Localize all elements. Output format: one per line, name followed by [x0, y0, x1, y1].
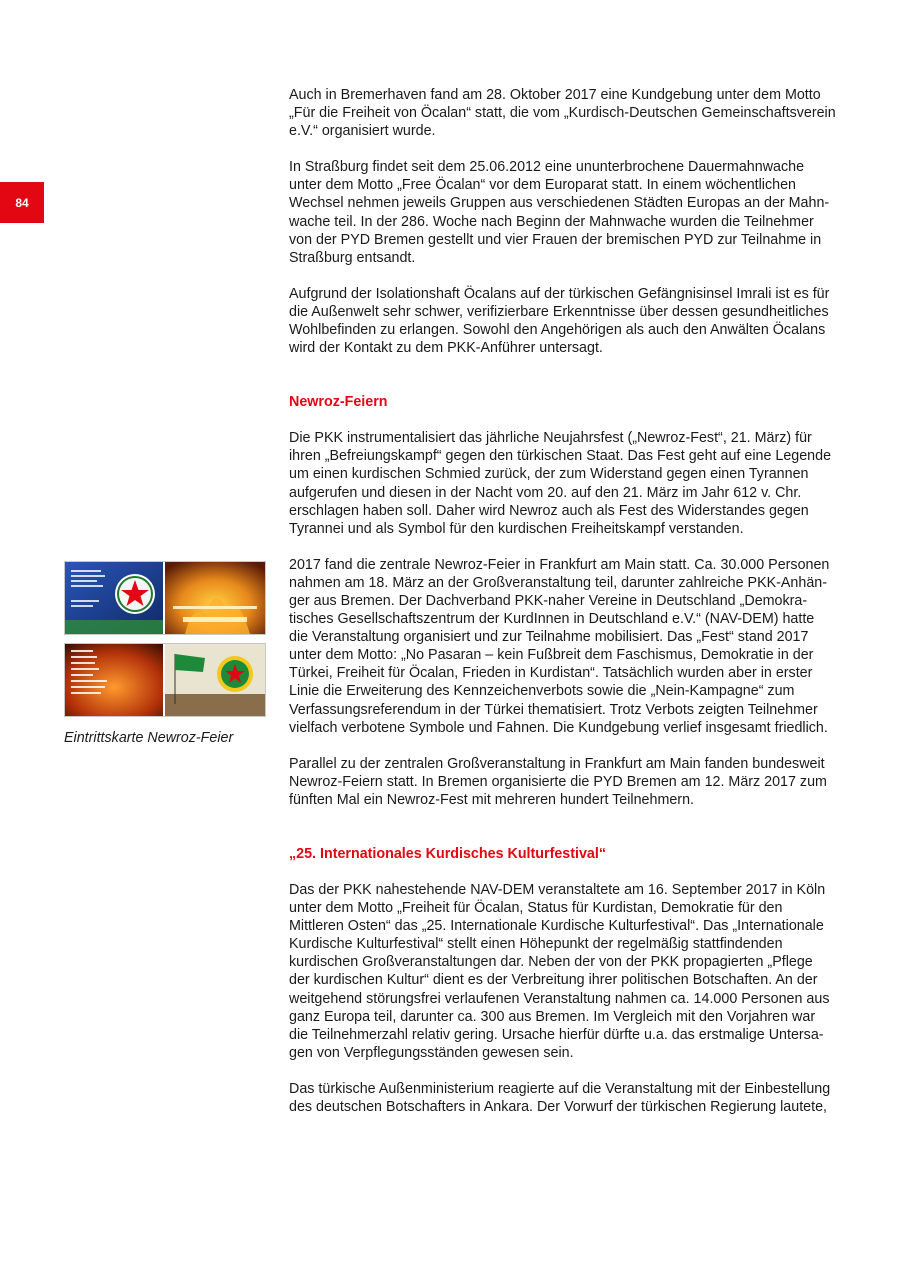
paragraph: 2017 fand die zentrale Newroz-Feier in Frankfurt am Main statt. Ca. 30.000 Personen nahmen am 18. März an der Großveranstaltung teil, darunter zahlreiche PKK-Anhänger aus Bremen. Der Dachverband PKK-naher Vereine in Deutschland „Demokratisches Gesellschaftszentrum der KurdInnen in Deutschland e.V.“ (NAV-DEM) hatte die Veranstaltung organisiert und zur Teilnahme mobilisiert. Das „Fest“ stand 2017 unter dem Motto: „No Pasaran – kein Fußbreit dem Faschismus, Demokratie in der Türkei, Freiheit für Öcalan, Frieden in Kurdistan“. Tatsächlich wurden aber in erster Linie die Erweiterung des Kennzeichenverbots sowie die „Nein-Kampagne“ zum Verfassungsreferendum in der Türkei thematisiert. Trotz Verbots zeigten Teilnehmer vielfach verbotene Symbole und Fahnen. Die Kundgebung verlief insgesamt friedlich. — [289, 556, 830, 736]
paragraph: Aufgrund der Isolationshaft Öcalans auf der türkischen Gefängnisinsel Imrali ist es für die Außenwelt sehr schwer, verifizierbare Erkenntnisse über dessen gesundheitliches Wohlbefinden zu erlangen. Sowohl den Angehörigen als auch den Anwälten Öcalans wird der Kontakt zu dem PKK-Anführer untersagt. — [289, 285, 830, 357]
paragraph: Das türkische Außenministerium reagierte auf die Veranstaltung mit der Einbestellung des deutschen Botschafters in Ankara. Der Vorwurf der türkischen Regierung lautete, — [289, 1080, 831, 1116]
ticket-front-image — [64, 561, 266, 635]
ticket-back-illustration — [65, 644, 265, 716]
paragraph: Auch in Bremerhaven fand am 28. Oktober 2017 eine Kundgebung unter dem Motto „Für die Freiheit von Öcalan“ statt, die vom „Kurdisch-Deutschen Gemeinschaftsverein e.V.“ organisiert wurde. — [289, 87, 836, 140]
paragraph: In Straßburg findet seit dem 25.06.2012 eine ununterbrochene Dauermahnwache unter dem Motto „Free Öcalan“ vor dem Europarat statt. In einem wöchentlichen Wechsel nehmen jeweils Gruppen aus verschiedenen Städten Europas an der Mahnwache teil. In der 286. Woche nach Beginn der Mahnwache wurden die Teilnehmer von der PYD Bremen gestellt und vier Frauen der bremischen PYD zur Teilnahme in Straßburg entsandt. — [289, 159, 830, 266]
figure-caption: Eintrittskarte Newroz-Feier — [64, 730, 234, 746]
page-number: 84 — [15, 195, 29, 210]
paragraph: Die PKK instrumentalisiert das jährliche Neujahrsfest („Newroz-Fest“, 21. März) für ihren „Befreiungskampf“ gegen den türkischen Staat. Das Fest geht auf eine Legende um einen kurdischen Schmied zurück, der zum Widerstand gegen einen Tyrannen aufgerufen und diesen in der Nacht vom 20. auf den 21. März im Jahr 612 v. Chr. erschlagen haben soll. Daher wird Newroz auch als Fest des Widerstandes gegen Tyrannei und als Symbol für den kurdischen Freiheitskampf verstanden. — [289, 430, 832, 537]
section-heading-festival: „25. Internationales Kurdisches Kulturfestival“ — [289, 846, 607, 862]
section-heading-newroz: Newroz-Feiern — [289, 394, 388, 411]
ticket-images — [64, 561, 268, 725]
ticket-back-image — [64, 643, 266, 717]
page-number-tab — [0, 182, 44, 223]
main-text-column — [289, 86, 837, 1134]
paragraph: Parallel zu der zentralen Großveranstaltung in Frankfurt am Main fanden bundesweit Newroz-Feiern statt. In Bremen organisierte die PYD Bremen am 12. März 2017 zum fünften Mal ein Newroz-Fest mit mehreren hundert Teilnehmern. — [289, 755, 827, 808]
paragraph: Das der PKK nahestehende NAV-DEM veranstaltete am 16. September 2017 in Köln unter dem Motto „Freiheit für Öcalan, Status für Kurdistan, Demokratie für den Mittleren Osten“ das „25. Internationale Kurdische Kulturfestival“. Das „Internationale Kurdische Kulturfestival“ stellt einen Höhepunkt der regelmäßig stattfindenden kurdischen Großveranstaltungen dar. Neben der von der PKK propagierten „Pflege der kurdischen Kultur“ dient es der Verbreitung ihrer politischen Botschaften. An der weitgehend störungsfrei verlaufenen Veranstaltung nahmen ca. 14.000 Personen aus ganz Europa teil, darunter ca. 300 aus Bremen. Im Vergleich mit den Vorjahren war die Teilnehmerzahl relativ gering. Ursache hierfür dürfte u.a. das erstmalige Untersagen von Verpflegungsständen gewesen sein. — [289, 882, 830, 1061]
ticket-front-illustration — [65, 562, 265, 634]
